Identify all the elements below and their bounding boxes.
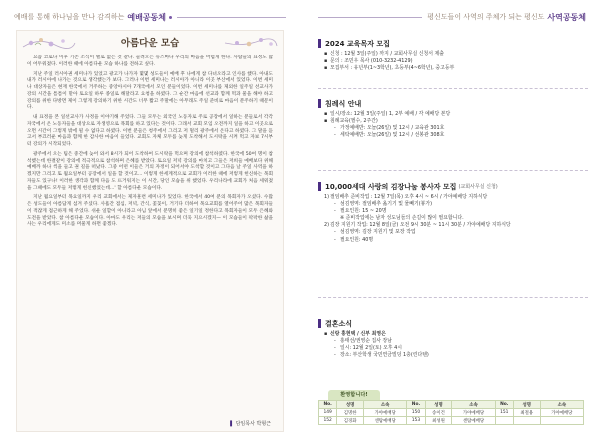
table-row: 152 김경화 센탐예배당 153 최성원 센탐예배당 [319,417,584,425]
welcome-box [318,390,584,432]
welcome-title: 환영합니다! [328,390,380,400]
article-paragraph: 지난 월요일부터 목요일까지 우리 교회에서는 제자훈련 세미나가 있었다. 한국에서 40여 분의 목회자가 오셨다. 수많은 성도들이 아름답게 섬겨 주셨다. 사흘간 점심, 저녁, 간식, 꽃꽂이, 거기다 더하여 목요교회를 열어주어 많은 목회자들이 적잖게 접근하게 해 주었다. 쉬운 일할이 아니라고 아님 앞에서 분명히 좋은 일기일 정한다고 목회자들이 모두 은혜와 도전을 받았다. 참 아름다운 모습이다. 아마도 우리는 저들의 모습을 보시며 더욱 지으시겠지— 이 모습들이 팍팍한 삶을 사는 우리에게도 미소를 머물게 하면 좋겠다. [27,195,273,228]
section-bar [318,99,321,108]
list-item: ※ 준비작업에는 남자 성도님들의 손길이 많이 필요합니다. [340,215,464,222]
welcome-table [318,400,584,425]
section-title-text: 2024 교육목자 모집 [325,39,390,48]
section-divider [318,170,588,171]
list-item: ▪ 일시/장소: 12월 3일(주일) 1, 2부 예배 / 각 예배당 본당 [324,111,451,117]
section-title-text: 침례식 안내 [325,99,362,108]
list-item: - 일시: 12월 2일(토) 오후 4시 [334,345,402,352]
section-title [318,181,588,192]
section-tag: (교회사무실 신청) [458,184,498,190]
left-page-header [14,10,286,24]
list-item: ▪ 신랑 홍현택 / 신부 최영은 [324,331,386,337]
list-item: 1)절임배추 준비작업 : 12월 7일(목) 오후 4시 ~ 6시 / 가야예배당 지하식당 [324,194,488,200]
article-paragraph: 광주에서 오는 팀은 중간에 늦어 와서 8시가 되어 도착하여 도시락을 먹으며 강의에 참석하였다. 한국에 50여 명이 참석했는데 한결같이 강의에 적극적으로 참석하며 은혜를 받았다. 토요일 저녁 강의를 마치고 그들은 저희들 예배보다 위해 예배까 하나 씩을 들고 권 길을 떠났다. 그중 어떤 이들은 거의 자정이 되어서야 도착할 것이고 그다음 날 주일 사역을 하겠지만 그리고 또 월요일부터 공장에서 일을 할 것이고... 이렇게 한세계적으로 교회가 이러한 때에 저렇게 헌신하는 목회자들도 있구나! 이러한 생각과 함께 다음 도 뜨거워지는 이 시간, 당인 모습을 위 했었다. 우리나라에 교회가 처음 세워졌을 그때에도 모두들 저렇게 헌신했었는데...' 할 아름다운 모습이다. [27,151,273,191]
right-page [300,0,600,440]
section-list [324,51,588,72]
section-divider [318,88,588,89]
article-paragraph: 내 표정을 본 일선교사가 사정을 이야기해 주었다. 그들 모두는 외국인 노동자로 주로 공장에서 일하는 분들로서 각각 자국에서 온 노동자들을 대상으로 자생영으로 목회를 하고 있다는 것이다. 그래서 교회 모임 오전까지 일을 하고 이곳으로 오면 시간이 그렇게 밖에 될 수 없다고 하였다. 이번 분들은 청주에서 그리고 저 멀리 광주에서 온다고 하였다. 그 말을 듣고서 부끄러운 마음과 함께 한 감사한 마음이 들었다. 교회도 자체 모두를 늦게 도착해서 도시락을 시켜 먹고 자보 7시부터 강의가 시작되었다. [27,115,273,147]
right-page-header [318,10,586,24]
section-kimchi-volunteer [318,181,588,244]
right-header-subtitle: 평신도들이 사역의 주체가 되는 평신도 [427,13,545,21]
section-list [324,194,588,244]
left-header-subtitle: 예배를 통해 하나님을 만나 감격하는 [14,13,125,21]
list-item: - 섬김영역: 김장 지원기 및 포장 작업 [334,229,416,236]
section-bar [318,319,321,328]
section-teacher-recruit [318,38,588,72]
list-item: ▪ 모집부서 : 유년부(1~3학년), 초등부(4~6학년), 중고등부 [324,65,455,72]
right-header-title: 사역공동체 [547,12,586,22]
author-marker: ▌ [230,421,234,427]
list-item: - 홍태선/권영순 집사 장남 [334,338,393,345]
list-item: - 장소: 부산학생 국민연금빌딩 1층(린다텐) [334,352,429,359]
section-list [324,331,588,359]
left-header-title: 예배공동체 [127,12,166,22]
section-wedding [318,318,588,359]
header-rule [318,17,422,18]
list-item: 2)김장 지원기 작업: 12월 8일(금) 오전 9시 30분 ~ 11시 30분 / 가야예배당 지하식당 [324,222,511,229]
section-title-text: 10,000세대 사랑의 김장나눔 봉사자 모집 [325,182,457,191]
flower-decoration-icon [21,33,77,53]
author-name: 담임목사 박형근 [235,421,271,427]
article-paragraph: 요즘 코로나 이후 기존 소식이 별로 없는 것 같다. 들려오는 뉴스마다 우리의 마음을 어렵게 한다. 사람들의 표정도 많이 어두워졌다. 이러한 때에 아름다운 모습 하나를 전하고 싶다. [27,55,273,67]
article-body [27,55,273,415]
list-item: - 필요인원: 15 ~ 20명 [334,208,387,215]
list-item: ▪ 신청 : 12월 3일(주일) 까지 / 교회사무실 신청서 제출 [324,51,444,57]
list-item: - 가정예배반: 오늘(26일) 및 12시 / 교육관 301호 [334,125,445,132]
section-title-text: 결혼소식 [325,319,353,328]
table-header-row: No. 성명 소속 No. 성명 소속 No. 성명 소속 [319,401,584,409]
list-item: - 세탁예배반: 오늘(26일) 및 12시 / 선봉관 308호 [334,132,445,139]
header-dot [169,16,172,19]
section-divider [318,297,588,298]
header-rule [177,17,286,18]
section-list [324,111,588,139]
article-paragraph: 지난 주일 러시아권 세미나가 있었고 광고가 나가자 몇몇 성도들이 예배 후 나에게 참 다녀오라고 인사를 했다. 아내도 내가 러시아에 나가는 것으로 생각했는가 보다. 그러나 이번 세미나는 러시아가 아니라 이곳 부산에서 있었다. 이번 세미나 대상자들은 현재 한국에서 거주하는 중앙아시아 7개국에서 모인 분들이었다. 이번 세미나를 제외한 일주일 선교사가 강의 시간을 틈틈이 맡아 토요일 하루 종일로 해달라고 요청을 하였다. 그 순간 마음에 선교과 함께 떡과 물을 해야 하고 강의를 위한 다방면 제이 그렇게 강의하기 위한 시간도 너무 짧고 주말에는 아무래도 주일 준비로 마음이 분주하기 때문이다. [27,71,273,111]
list-item: ▪ 문의 : 조민우 목사 (010-3232-4129) [324,58,413,65]
article-title: 아름다운 모습 [120,38,180,49]
flower-decoration-icon [223,33,279,53]
list-item: - 섬김영역: 절임배추 옮기기 및 물빼기(봉가) [334,201,432,208]
section-title [318,98,588,109]
article-box [16,30,284,432]
section-baptism [318,98,588,139]
section-bar [318,39,321,48]
article-title-row [17,31,283,53]
section-title [318,38,588,49]
section-title [318,318,588,329]
section-bar [318,182,321,191]
table-row: 149 김명한 가야예배당 150 송이건 가야예배당 151 최철용 가야예배당 [319,409,584,417]
article-author [230,420,271,427]
list-item: - 필요인원: 40명 [334,236,374,243]
list-item: ▪ 침례교육(필수, 2주간) [324,118,378,125]
